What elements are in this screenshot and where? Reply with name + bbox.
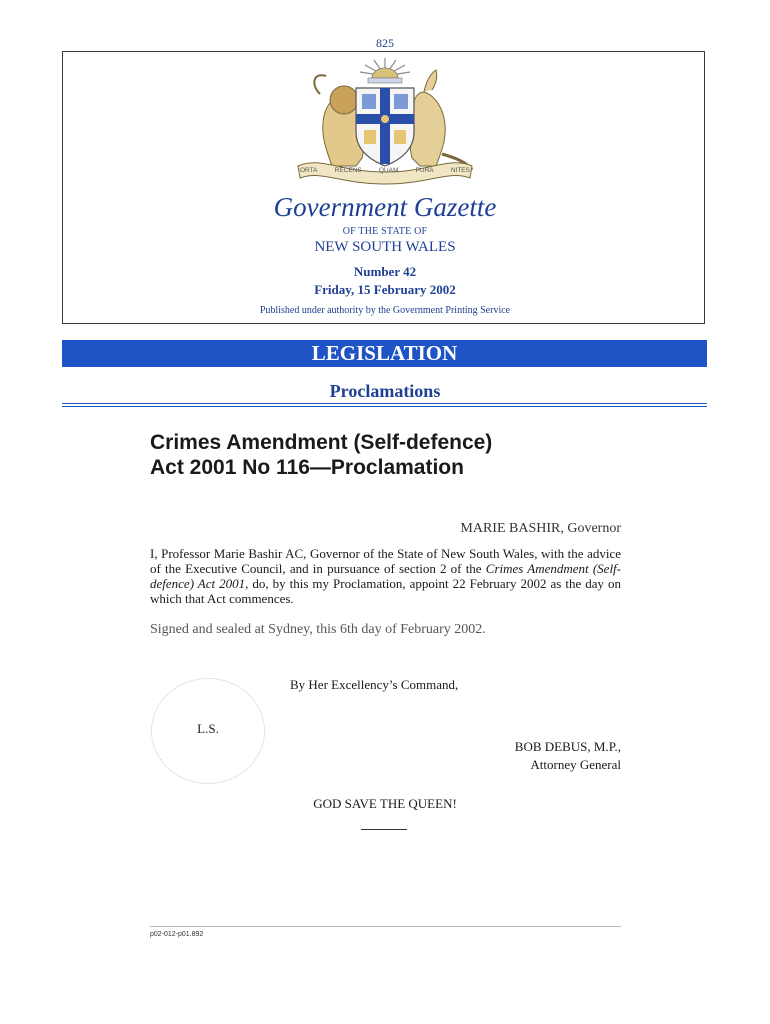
motto-word: PURA [415,167,434,174]
divider [62,406,707,407]
minister-title: Attorney General [530,757,621,772]
footer-divider [150,926,621,927]
issue-date: Friday, 15 February 2002 [314,282,456,297]
motto-word: QUAM [378,167,399,174]
minister-name: BOB DEBUS, M.P., [514,739,621,754]
issue-number: Number 42 [353,264,417,279]
footer-code: p02-012-p01.892 [150,931,204,938]
motto-word: ORTA [300,167,318,174]
crest-motto [300,167,470,181]
closing-line: GOD SAVE THE QUEEN! [313,796,457,811]
act-title [150,430,650,480]
publication-authority: Published under authority by the Government Printing Service [259,305,511,316]
divider [62,403,707,404]
page-number: 825 [376,36,394,50]
subsection-heading: Proclamations [329,381,441,401]
act-name-italic: Crimes Amendment (Self-defence) Act 2001 [150,561,621,591]
state-name: NEW SOUTH WALES [314,239,456,255]
state-of-label: OF THE STATE OF [342,226,428,237]
command-line: By Her Excellency’s Command, [290,677,459,692]
section-heading: LEGISLATION [62,340,707,367]
body-text: I, Professor Marie Bashir AC, Governor of the State of New South Wales, with the advice of the Executive Council, and in pursuance of section 2 of the [150,546,621,576]
closing-rule [361,829,407,830]
signed-statement: Signed and sealed at Sydney, this 6th day of February 2002. [150,622,486,637]
act-title-line: Crimes Amendment (Self-defence) [150,431,493,454]
act-title-line: Act 2001 No 116—Proclamation [150,456,464,479]
motto-word: RECENS [334,167,362,174]
proclamation-body [150,546,621,606]
seal-label: L.S. [197,721,219,736]
governor-signature: MARIE BASHIR, Governor [460,521,621,536]
body-text: , do, by this my Proclamation, appoint 22 February 2002 as the day on which that Act commences. [150,576,622,606]
gazette-title: Government Gazette [273,192,497,222]
motto-word: NITES [450,167,470,174]
